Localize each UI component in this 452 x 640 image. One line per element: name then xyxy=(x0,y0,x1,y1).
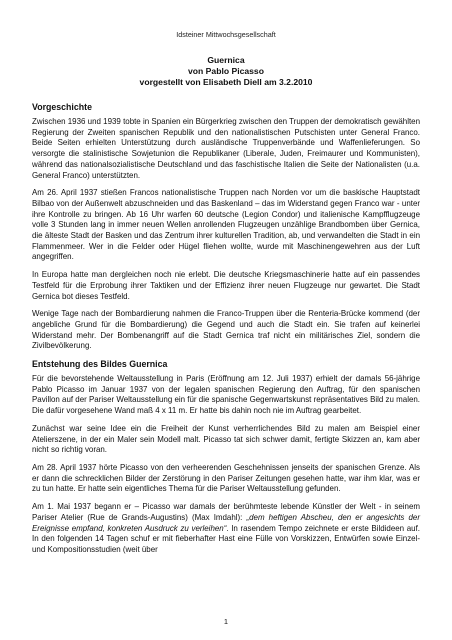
title-block xyxy=(32,55,420,88)
page-number: 1 xyxy=(223,617,229,626)
paragraph: Am 28. April 1937 hörte Picasso von den verheerenden Geschehnissen jenseits der spanischen Grenze. Als er dann die schrecklichen Bilder der Zerstörung in den Pariser Zeitungen gesehen hatte, war ihm klar, was er zu tun hatte. Er hatte sein eigentliches Thema für die Pariser Weltausstellung gefunden. xyxy=(32,462,420,494)
paragraph: In Europa hatte man dergleichen noch nie erlebt. Die deutsche Kriegsmaschinerie hatte auf ein passendes Testfeld für die Erprobung ihrer Taktiken und der Effizienz ihrer neuen Flugzeuge nur gewartet. Die Stadt Gernica bot dieses Testfeld. xyxy=(32,270,420,301)
paragraph: Zunächst war seine Idee ein die Freiheit der Kunst verherrlichendes Bild zu malen am Beispiel einer Atelierszene, in der ein Maler sein Modell malt. Picasso tat sich schwer damit, fertigte Skizzen an, kam aber nicht so richtig voran. xyxy=(32,423,420,455)
paragraph: Wenige Tage nach der Bombardierung nahmen die Franco-Truppen über die Renteria-Brücke kommend (der angebliche Grund für die Bombardierung) die Gegend und auch die Stadt ein. Sie trafen auf keinerlei Widerstand mehr. Der Bombenangriff auf die Stadt Gernica traf nicht ein militärisches Ziel, sondern die Zivilbevölkerung. xyxy=(32,309,420,351)
paragraph: Zwischen 1936 und 1939 tobte in Spanien ein Bürgerkrieg zwischen den Truppen der demokratisch gewählten Regierung der Zweiten spanischen Republik und den nationalistischen Putschisten unter General Franco. Beide Seiten erhielten Unterstützung durch ausländische Truppenverbände und Waffenlieferungen. So versorgte die stalinistische Sowjetunion die Republikaner (Liberale, Juden, Freimaurer und Kommunisten), während das nationalsozialistische Deutschland und das faschistische Italien die Seite der Nationalisten (u.a. General Franco) unterstützten. xyxy=(32,117,420,180)
section-heading-entstehung: Entstehung des Bildes Guernica xyxy=(32,359,168,370)
paragraph-text: Am 1. Mai 1937 begann er – Picasso war damals der berühmteste lebende Künstler der Welt - in seinem Pariser Atelier (Rue de Grands-Augustins) (Max Imdahl): xyxy=(32,502,420,522)
presenter-line: vorgestellt von Elisabeth Diell am 3.2.2010 xyxy=(139,77,313,87)
paragraph-text: . In rasendem Tempo zeichnete er erste Bildideen auf. In den folgenden 14 Tagen schuf er mit fieberhafter Hast eine Fülle von Vorskizzen, Entwürfen sowie Einzel- und Kompositionsstudien (weit über xyxy=(32,523,420,554)
paragraph: Am 26. April 1937 stießen Francos nationalistische Truppen nach Norden vor um die baskische Hauptstadt Bilbao von der Außenwelt abzuschneiden und das Baskenland – das im Widerstand gegen Franco war - unter ihre Kontrolle zu bringen. Ab 16 Uhr warfen 60 deutsche (Legion Condor) und italienische Kampfflugzeuge volle 3 Stunden lang in immer neuen Wellen anrollenden Flugzeugen unzählige Brandbomben über Gernica, die älteste Stadt der Basken und das Zentrum ihrer kulturellen Tradition, ab, und verwandelten die Stadt in ein Flammenmeer. Wer in die Felder oder Hügel fliehen wollte, wurde mit Maschinengewehren aus der Luft angegriffen. xyxy=(32,188,420,262)
section-heading-vorgeschichte: Vorgeschichte xyxy=(32,102,92,112)
document-title: Guernica xyxy=(207,55,245,65)
paragraph-last xyxy=(32,502,420,556)
imdahl-quote: „dem heftigen Abscheu, den er angesichts der Ereignisse empfand, konkreten Ausdruck zu verleihen“ xyxy=(32,512,420,533)
paragraph: Für die bevorstehende Weltausstellung in Paris (Eröffnung am 12. Juli 1937) erhielt der damals 56-jährige Pablo Picasso im Januar 1937 von der legalen spanischen Regierung den Auftrag, für den spanischen Pavillon auf der Pariser Weltausstellung ein für die spanische Gegenwartskunst repräsentatives Bild zu malen. Die dafür vorgesehene Wand maß 4 x 11 m. Er hatte bis dahin noch nie im Auftrag gearbeitet. xyxy=(32,374,420,416)
running-header: Idsteiner Mittwochsgesellschaft xyxy=(176,30,276,39)
document-subtitle: von Pablo Picasso xyxy=(188,66,264,76)
